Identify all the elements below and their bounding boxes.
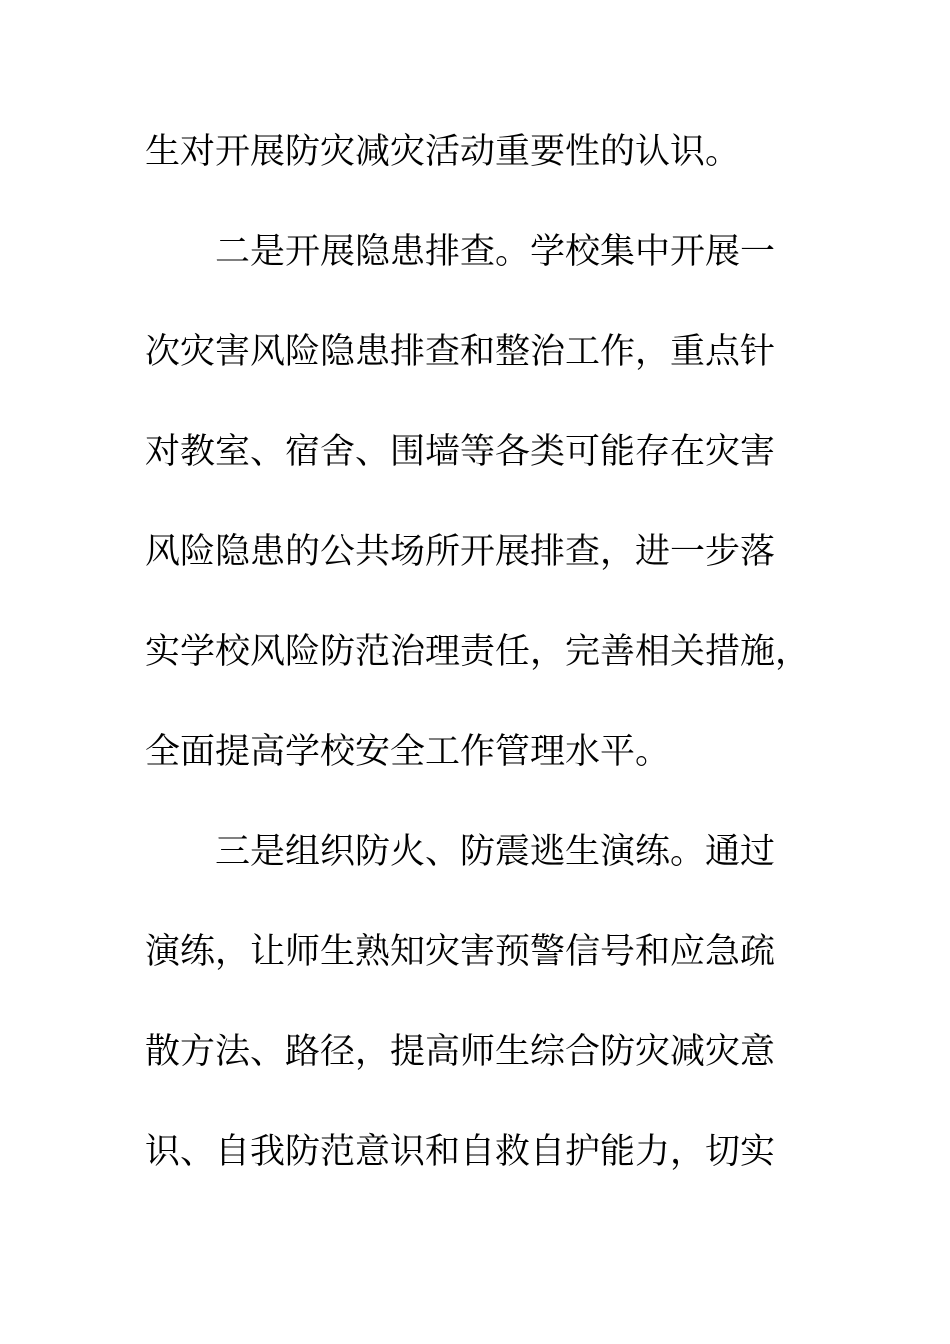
text-line: 对教室、宿舍、围墙等各类可能存在灾害	[145, 432, 776, 472]
text-line: 识、自我防范意识和自救自护能力，切实	[145, 1132, 776, 1172]
text-line: 散方法、路径，提高师生综合防灾减灾意	[145, 1032, 776, 1072]
text-line: 风险隐患的公共场所开展排查，进一步落	[145, 532, 776, 572]
text-line: 生对开展防灾减灾活动重要性的认识。	[145, 132, 741, 172]
text-line: 全面提高学校安全工作管理水平。	[145, 732, 671, 772]
paragraph-start-line: 三是组织防火、防震逃生演练。通过	[215, 832, 776, 872]
text-line: 实学校风险防范治理责任，完善相关措施，	[145, 632, 811, 672]
text-line: 演练，让师生熟知灾害预警信号和应急疏	[145, 932, 776, 972]
paragraph-start-line: 二是开展隐患排查。学校集中开展一	[215, 232, 776, 272]
text-line: 次灾害风险隐患排查和整治工作，重点针	[145, 332, 776, 372]
